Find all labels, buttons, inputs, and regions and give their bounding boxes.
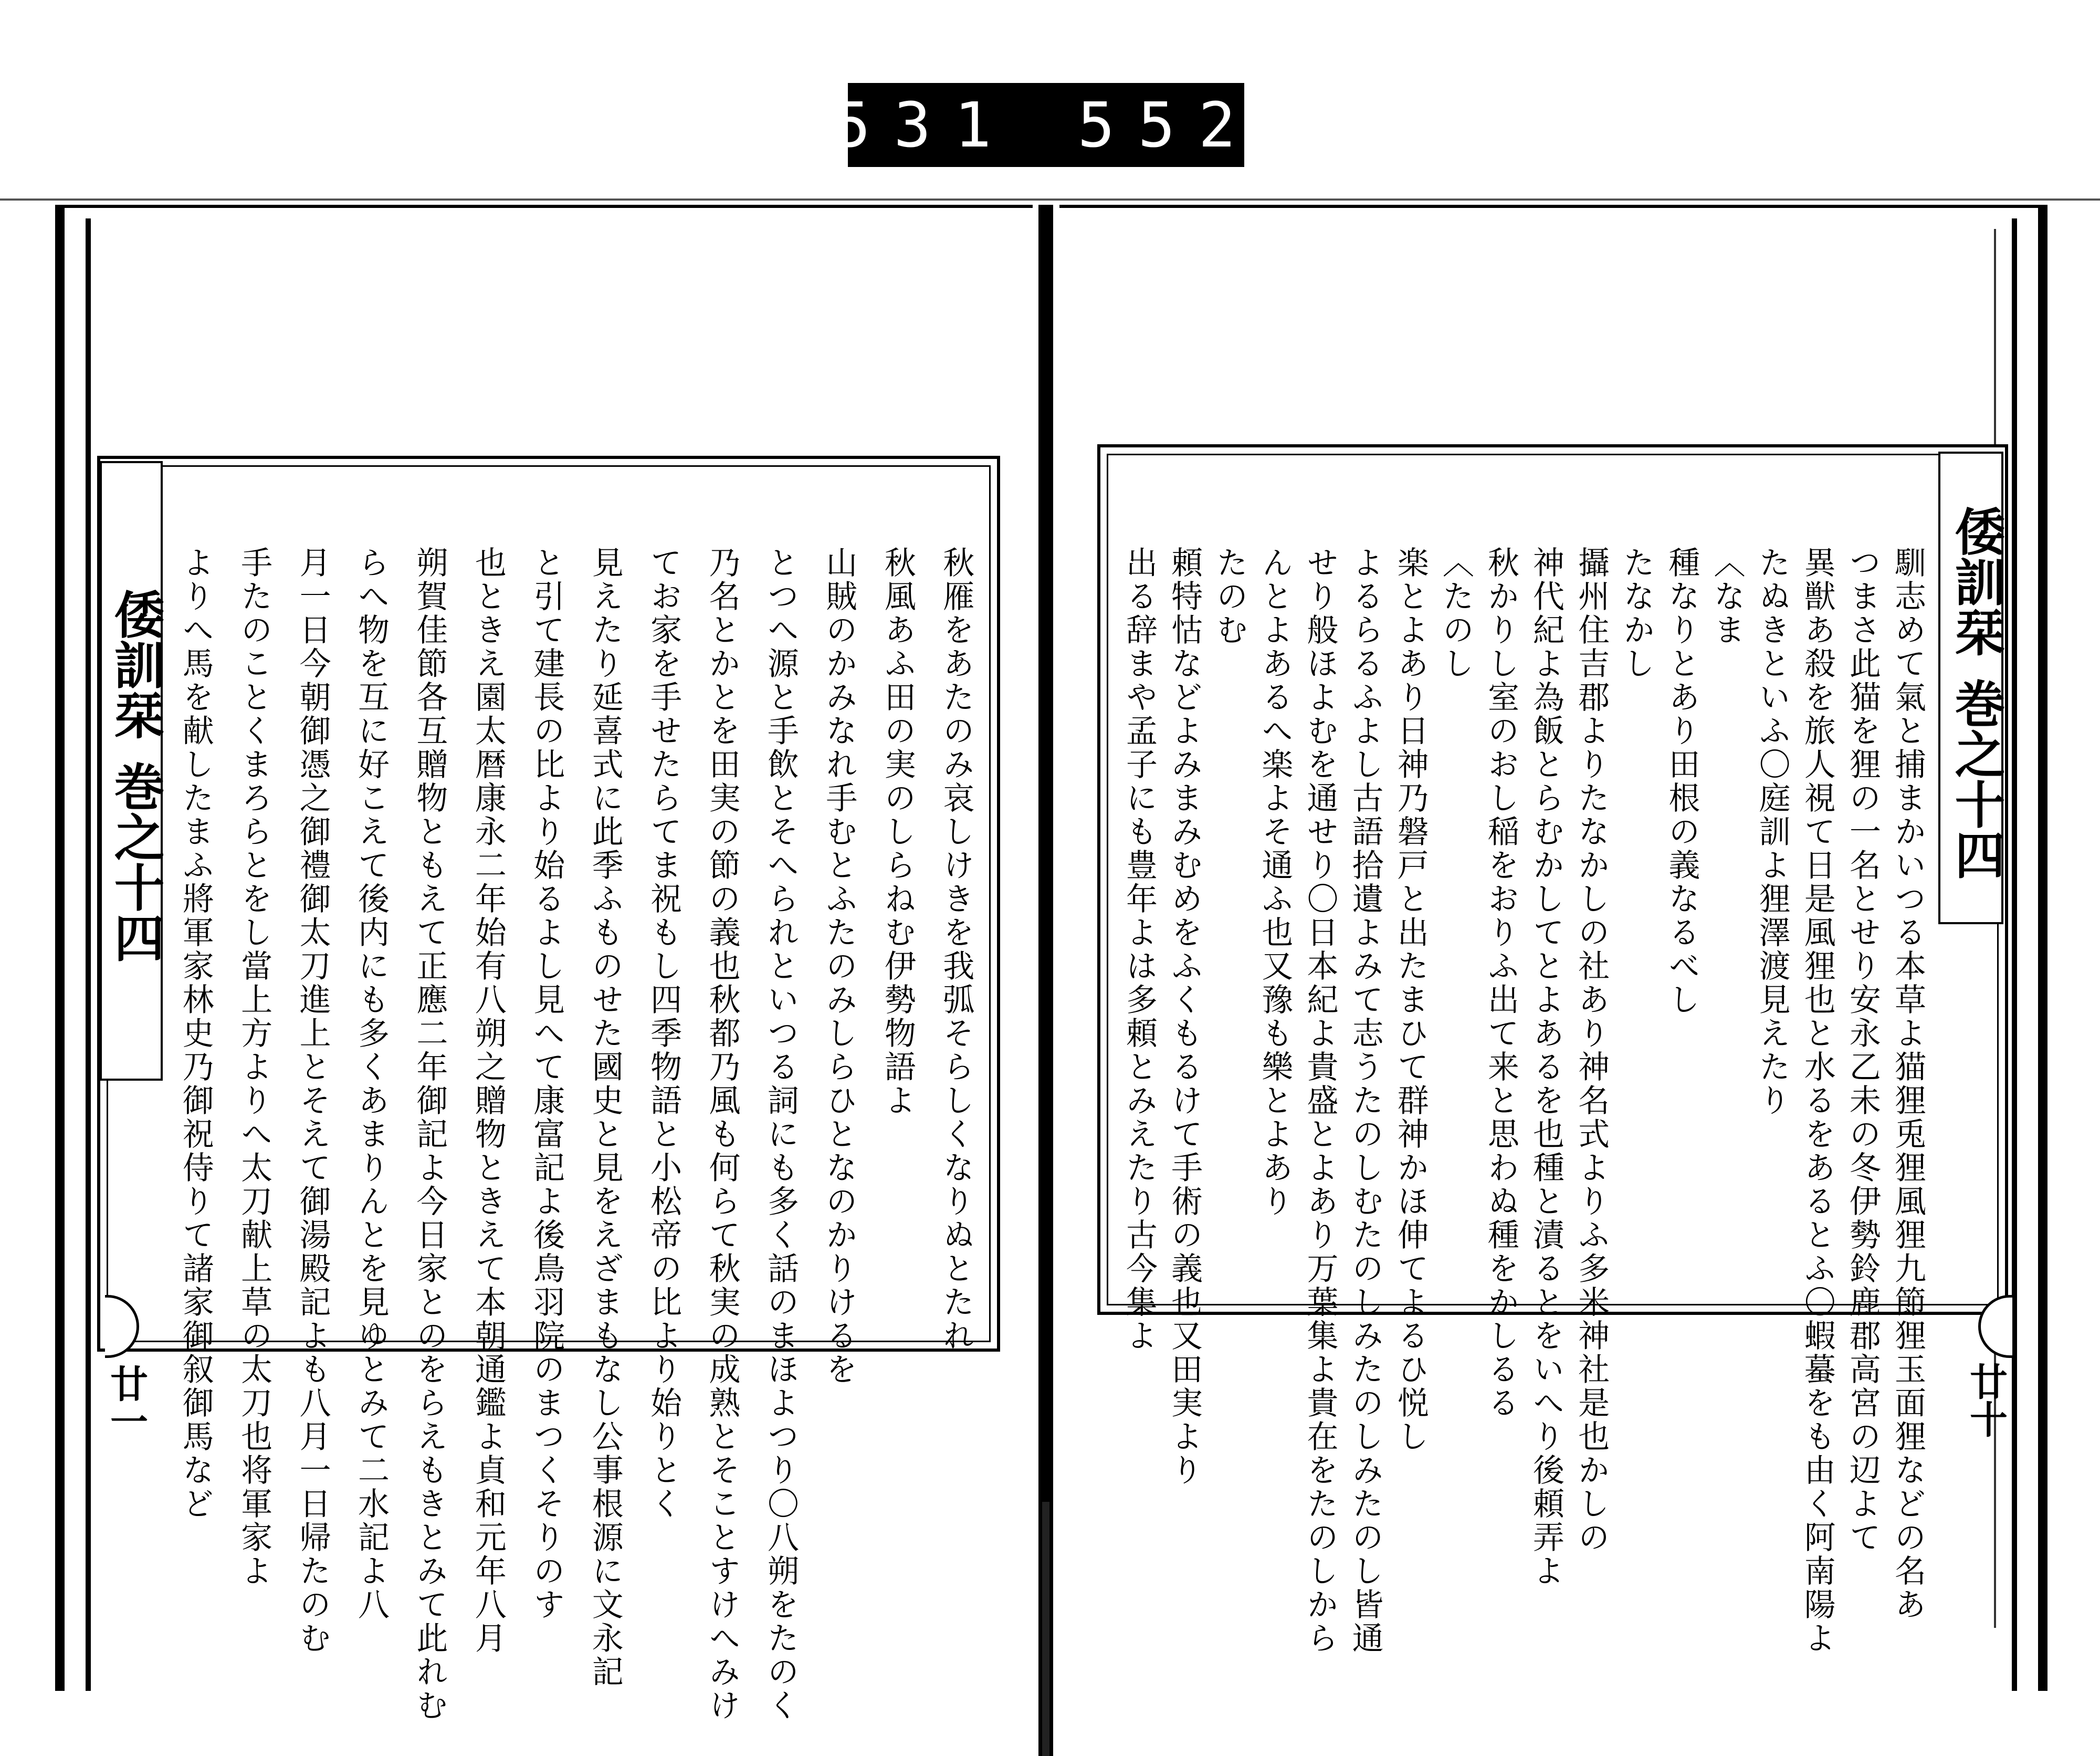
- right-text-column: たなかし: [1618, 546, 1655, 681]
- right-text-column: よるらるふよし古語拾遺よみて志うたのしむたのしみたのしみたのし皆通: [1347, 546, 1384, 1655]
- right-text-column: 出る辞まや孟子にも豊年よは多頼とみえたり古今集よ: [1121, 546, 1158, 1353]
- right-volume-text: 巻之十四: [1947, 678, 2006, 880]
- right-text-column: たのむ: [1211, 546, 1248, 647]
- right-text-column: たぬきといふ〇庭訓よ狸澤渡見えたり: [1754, 546, 1791, 1117]
- left-volume-text: 巻之十四: [106, 761, 165, 963]
- left-text-column: 手たのことくまろらとをし當上方よりへ太刀献上草の太刀也将軍家よ: [236, 546, 273, 1588]
- right-text-column: 頼特怙などよみまみむめをふくもるけて手術の義也又田実より: [1166, 546, 1203, 1487]
- frame-number-strip: [833, 83, 1259, 167]
- left-text-column: とつへ源と手飲とそへられといつる詞にも多く話のまほよつり〇八朔をたのく: [762, 546, 799, 1722]
- left-text-column: 秋雁をあたのみ哀しけきを我弧そらしくなりぬとたれ: [938, 546, 975, 1353]
- right-text-column: んとよあるへ楽よそ通ふ也又豫も樂とよあり: [1256, 546, 1294, 1218]
- right-text-column: 〈たのし: [1437, 546, 1474, 681]
- left-folio: 廿一: [104, 1364, 149, 1440]
- right-page-title: [1938, 452, 2006, 924]
- right-text-column: 種なりとあり田根の義なるべし: [1663, 546, 1700, 1017]
- right-folio: 廿十: [1964, 1362, 2008, 1438]
- right-text-column: 攝州住吉郡よりたなかしの社あり神名式よりふ多米神社是也かしの: [1573, 546, 1610, 1554]
- right-text-column: 〈なま: [1708, 546, 1746, 647]
- left-text-column: らへ物を互に好こえて後内にも多くあまりんとを見ゆとみて二水記よ八: [353, 546, 390, 1622]
- left-text-column: 乃名とかとを田実の節の義也秋都乃風も何らて秋実の成熟とそことすけへみけ: [704, 546, 741, 1722]
- left-text-column: てお家を手せたらてま祝もし四季物語と小松帝の比より始りとく: [645, 546, 682, 1521]
- left-text-column: 也ときえ園太暦康永二年始有八朔之贈物ときえて本朝通鑑よ貞和元年八月: [469, 546, 507, 1655]
- right-text-column: 楽とよあり日神乃磐戸と出たまひて群神かほ伸てよるひ悦し: [1392, 546, 1429, 1454]
- left-text-column: 山賊のかみなれ手むとふたのみしらひとなのかりけるを: [821, 546, 858, 1386]
- right-text-column: 異獣あ殺を旅人視て日是風狸也と水るをあるとふ〇蝦蟇をも由く阿南陽よ: [1799, 546, 1836, 1655]
- left-text-column: 月一日今朝御憑之御禮御太刀進上とそえて御湯殿記よも八月一日帰たのむ: [294, 546, 331, 1655]
- book-top-edge: [0, 198, 2100, 201]
- left-text-column: よりへ馬を献したまふ將軍家林史乃御祝侍りて諸家御叙御馬など: [177, 546, 214, 1521]
- right-title-text: 倭訓栞: [1947, 506, 2006, 657]
- left-text-column: 見えたり延喜式に此季ふものせた國史と見をえざまもなし公事根源に文永記: [586, 546, 624, 1689]
- left-page-title: [100, 461, 163, 1081]
- frame-number-left: 531: [833, 89, 1015, 161]
- right-text-column: つまさ此猫を狸の一名とせり安永乙未の冬伊勢鈴鹿郡高宮の辺よて: [1844, 546, 1881, 1554]
- left-text-column: と引て建長の比より始るよし見へて康富記よ後鳥羽院のまつくそりのす: [528, 546, 565, 1622]
- right-text-column: 神代紀よ為飯とらむかしてとよあるを也種と漬るとをいへり後頼弄よ: [1528, 546, 1565, 1588]
- frame-number-right: 552: [1077, 89, 1259, 161]
- left-text-column: 秋風あふ田の実のしらねむ伊勢物語よ: [879, 546, 916, 1117]
- left-text-column: 朔賀佳節各互贈物ともえて正應二年御記よ今日家とのをらえもきとみて此れむ: [411, 546, 448, 1722]
- right-text-column: 馴志めて氣と捕まかいつる本草よ猫狸兎狸風狸九節狸玉面狸などの名あ: [1889, 546, 1926, 1622]
- binding-cord: [1042, 1502, 1049, 1756]
- right-text-column: 秋かりし室のおし稲をおりふ出て来と思わぬ種をかしるる: [1482, 546, 1519, 1420]
- right-text-column: せり般ほよむを通せり〇日本紀よ貴盛とよあり万葉集よ貴在をたのしから: [1301, 546, 1339, 1655]
- left-title-text: 倭訓栞: [106, 589, 165, 740]
